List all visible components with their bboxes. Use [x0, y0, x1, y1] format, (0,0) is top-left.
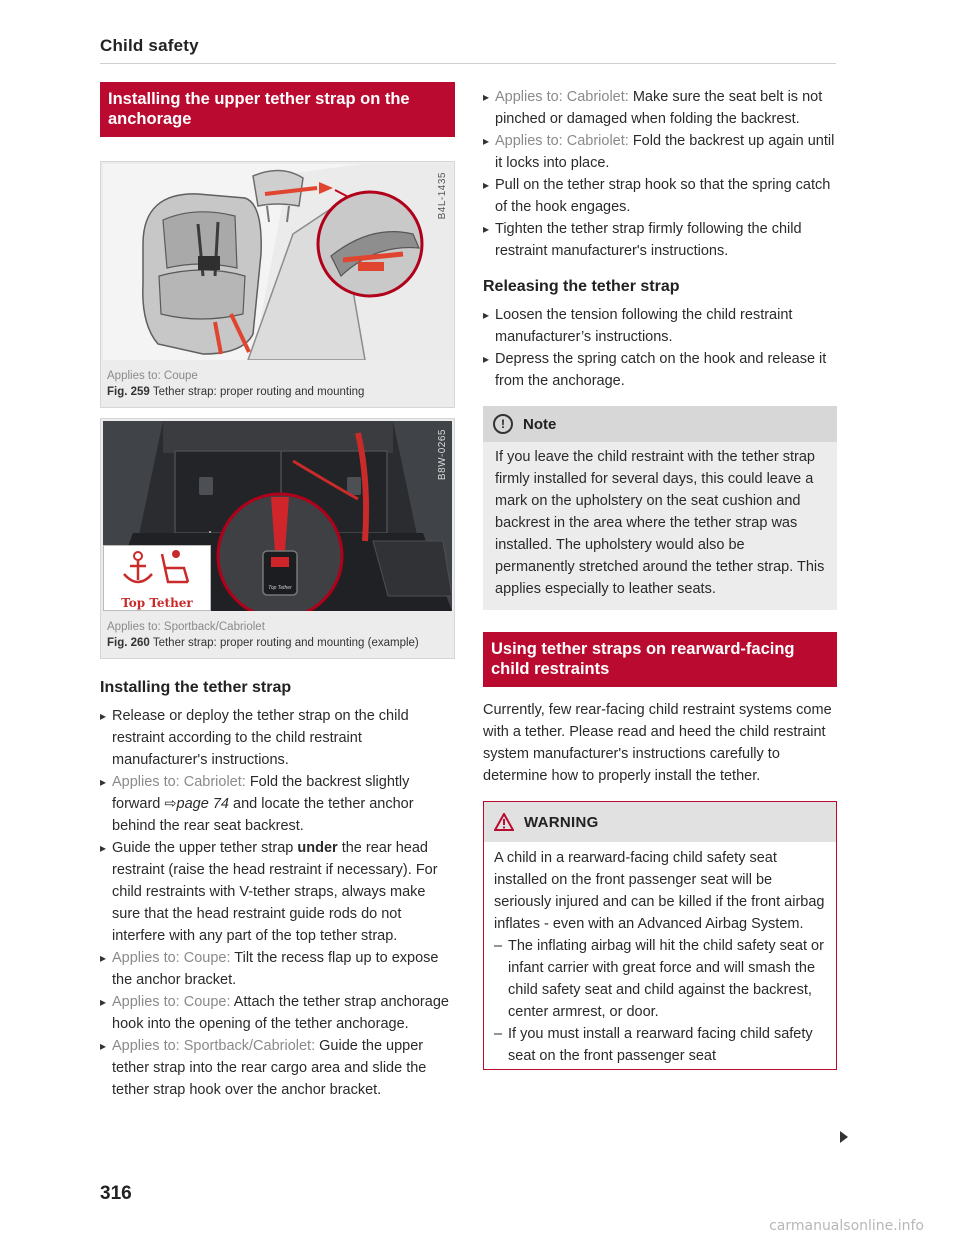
step-emphasis: under	[297, 840, 338, 856]
warning-header	[484, 802, 836, 842]
warning-body	[484, 842, 836, 1069]
warning-box	[483, 801, 837, 1070]
page-ref-arrow-icon: ⇨	[164, 796, 177, 812]
figure-259-applies: Applies to: Coupe	[107, 370, 198, 382]
install-step	[100, 771, 455, 837]
figure-259-image	[103, 164, 452, 360]
step-applies: Applies to: Sportback/Cabriolet:	[112, 1038, 316, 1054]
watermark: carmanualsonline.info	[769, 1218, 924, 1234]
figure-260	[100, 418, 455, 659]
figure-259-caption	[101, 362, 454, 407]
step-text: Tilt the recess flap up to expose the anchor bracket.	[112, 950, 439, 988]
install-step	[483, 218, 837, 262]
header-title: Child safety	[100, 36, 199, 55]
installing-steps	[100, 705, 455, 1101]
step-text: the rear head restraint (raise the head restraint if necessary). For child restraints with V-tether straps, always make sure that the head restraint guide rods do not interfere with any part of the top tether strap.	[112, 840, 438, 944]
install-step	[100, 991, 455, 1035]
anchor-icon	[104, 546, 210, 590]
hook-label: Top Tether	[268, 585, 292, 591]
note-header	[483, 406, 837, 442]
right-column	[483, 82, 837, 1070]
step-text: Depress the spring catch on the hook and release it from the anchorage.	[495, 351, 827, 389]
section-heading-upper-tether: Installing the upper tether strap on the anchorage	[100, 82, 455, 137]
page-header	[100, 36, 836, 64]
rearward-paragraph: Currently, few rear-facing child restraint systems come with a tether. Please read and heed the child restraint system manufacturer's instructions carefully to determine how to properly install the tether.	[483, 702, 832, 784]
note-title: Note	[523, 415, 557, 433]
top-tether-label: Top Tether	[121, 596, 193, 610]
top-tether-badge	[103, 545, 211, 611]
figure-260-code: B8W-0265	[437, 429, 448, 481]
install-step	[100, 947, 455, 991]
figure-259	[100, 161, 455, 408]
step-applies: Applies to: Coupe:	[112, 950, 231, 966]
section-heading-rearward: Using tether straps on rearward-facing child restraints	[483, 632, 837, 687]
warning-item: – The inflating airbag will hit the child safety seat or infant carrier with great force and will smash the child safety seat and child against the backrest, center armrest, or door.	[494, 935, 826, 1023]
figure-260-caption	[101, 613, 454, 658]
releasing-heading: Releasing the tether strap	[483, 278, 680, 295]
continue-arrow-icon	[840, 1131, 848, 1143]
step-text: Pull on the tether strap hook so that the spring catch of the hook engages.	[495, 177, 831, 215]
warning-title: WARNING	[524, 813, 599, 831]
warning-list	[494, 935, 826, 1067]
step-applies: Applies to: Coupe:	[112, 994, 231, 1010]
releasing-steps	[483, 304, 837, 392]
warning-triangle-icon	[494, 813, 514, 831]
page-number: 316	[100, 1183, 132, 1204]
warning-item: – If you must install a rearward facing child safety seat on the front passenger seat	[494, 1023, 826, 1067]
figure-259-code: B4L-1435	[437, 172, 448, 220]
figure-259-text: Tether strap: proper routing and mounting	[152, 386, 365, 398]
note-body: If you leave the child restraint with the tether strap firmly installed for several days, this could leave a mark on the upholstery on the seat cushion and backrest in the area where the tether strap was installed. The upholstery would also be permanently stretched around the tether strap. This applies especially to leather seats.	[495, 449, 825, 597]
install-step	[483, 174, 837, 218]
release-step	[483, 304, 837, 348]
installing-steps-continued	[483, 86, 837, 262]
step-text: Fold the backrest slightly forward	[112, 774, 410, 812]
page-ref-link[interactable]: page 74	[176, 796, 229, 812]
figure-260-image	[103, 421, 452, 611]
step-text: Tighten the tether strap firmly following the child restraint manufacturer's instructions.	[495, 221, 802, 259]
step-text: Make sure the seat belt is not pinched or damaged when folding the backrest.	[495, 89, 823, 127]
install-step	[100, 705, 455, 771]
left-column	[100, 82, 455, 1101]
install-step	[483, 86, 837, 130]
step-text: Attach the tether strap anchorage hook into the opening of the tether anchorage.	[112, 994, 449, 1032]
step-text: Loosen the tension following the child restraint manufacturer’s instructions.	[495, 307, 793, 345]
install-step	[100, 837, 455, 947]
install-step	[483, 130, 837, 174]
step-text: Guide the upper tether strap	[112, 840, 294, 856]
step-applies: Applies to: Cabriolet:	[495, 133, 629, 149]
install-step	[100, 1035, 455, 1101]
figure-260-applies: Applies to: Sportback/Cabriolet	[107, 621, 265, 633]
installing-heading: Installing the tether strap	[100, 679, 292, 696]
step-text: Release or deploy the tether strap on the child restraint according to the child restraint manufacturer's instructions.	[112, 708, 409, 768]
figure-260-label: Fig. 260	[107, 637, 150, 649]
note-info-icon: !	[493, 414, 513, 434]
figure-260-text: Tether strap: proper routing and mounting (example)	[152, 637, 419, 649]
step-text: and locate the tether anchor behind the rear seat backrest.	[112, 796, 414, 834]
child-seat-illustration	[103, 164, 452, 360]
step-applies: Applies to: Cabriolet:	[112, 774, 246, 790]
step-text: Fold the backrest up again until it locks into place.	[495, 133, 835, 171]
note-box	[483, 406, 837, 610]
step-applies: Applies to: Cabriolet:	[495, 89, 629, 105]
figure-259-label: Fig. 259	[107, 386, 150, 398]
step-text: Guide the upper tether strap into the rear cargo area and slide the tether strap hook over the anchor bracket.	[112, 1038, 427, 1098]
release-step	[483, 348, 837, 392]
warning-intro: A child in a rearward-facing child safety seat installed on the front passenger seat will be seriously injured and can be killed if the front airbag inflates - even with an Advanced Airbag System.	[494, 850, 825, 932]
